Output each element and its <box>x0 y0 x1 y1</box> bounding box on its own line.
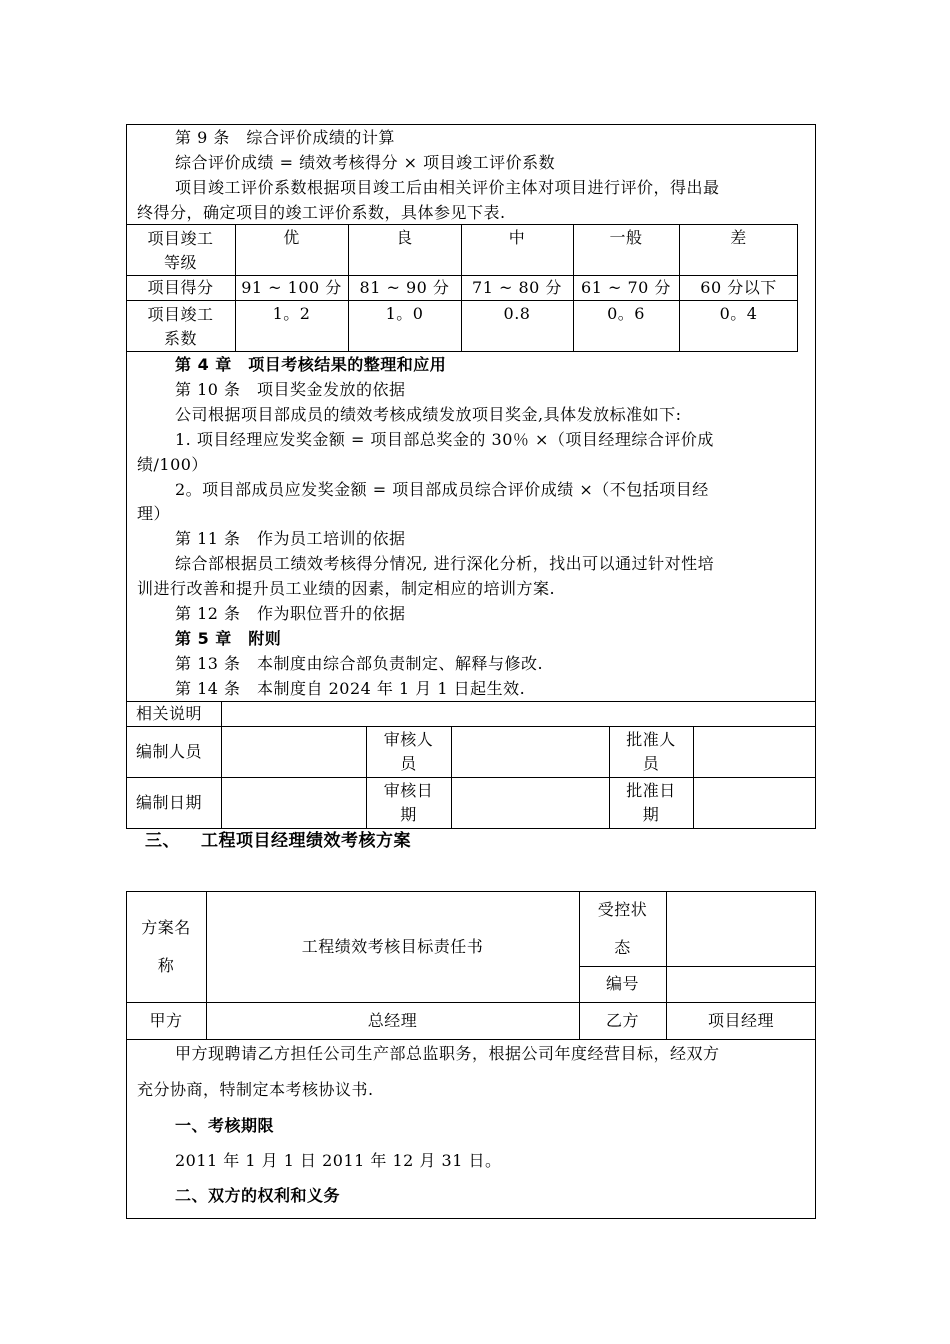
paragraph-line: 训进行改善和提升员工业绩的因素，制定相应的培训方案. <box>137 579 556 598</box>
list-item: 2。项目部成员应发奖金额 = 项目部成员综合评价成绩 ×（不包括项目经 <box>175 480 709 499</box>
coefficient-cell: 1。2 <box>272 304 311 323</box>
section-heading: 工程项目经理绩效考核方案 <box>201 831 411 851</box>
paragraph-line: 公司根据项目部成员的绩效考核成绩发放项目奖金,具体发放标准如下: <box>175 405 682 424</box>
party-b-label: 乙方 <box>605 1010 639 1030</box>
score-cell: 91 ~ 100 分 <box>241 277 342 297</box>
article-12-title: 第 12 条 作为职位晋升的依据 <box>175 604 406 623</box>
reviewer-label: 审核人 员 <box>383 729 434 773</box>
paragraph-line: 终得分，确定项目的竣工评价系数，具体参见下表. <box>137 203 506 222</box>
section-heading: 二、双方的权利和义务 <box>175 1186 341 1205</box>
list-item: 1. 项目经理应发奖金额 = 项目部总奖金的 30％ ×（项目经理综合评价成 <box>175 430 714 449</box>
control-status-label: 受控状 态 <box>597 899 648 957</box>
number-label: 编号 <box>605 974 639 993</box>
grade-header-cell: 项目竣工 等级 <box>147 228 214 272</box>
assessment-period: 2011 年 1 月 1 日 2011 年 12 月 31 日。 <box>175 1151 502 1170</box>
related-notes-label: 相关说明 <box>136 703 203 723</box>
grade-cell: 良 <box>396 228 413 247</box>
article-14-title: 第 14 条 本制度自 2024 年 1 月 1 日起生效. <box>175 679 526 698</box>
article-13-title: 第 13 条 本制度由综合部负责制定、解释与修改. <box>175 654 544 673</box>
section-number: 三、 <box>145 831 180 851</box>
list-item: 理） <box>137 504 171 523</box>
score-cell: 61 ~ 70 分 <box>581 277 671 297</box>
article-9-title: 第 9 条 综合评价成绩的计算 <box>175 128 395 147</box>
coefficient-cell: 0。4 <box>719 304 758 323</box>
score-cell: 60 分以下 <box>700 277 777 297</box>
party-b-value: 项目经理 <box>707 1010 774 1030</box>
party-a-label: 甲方 <box>149 1010 183 1030</box>
paragraph-line: 综合部根据员工绩效考核得分情况, 进行深化分析，找出可以通过针对性培 <box>175 554 715 573</box>
approve-date-label: 批准日 期 <box>626 781 676 824</box>
article-10-title: 第 10 条 项目奖金发放的依据 <box>175 380 406 399</box>
score-header-cell: 项目得分 <box>147 277 214 297</box>
coefficient-header-cell: 项目竣工 系数 <box>147 305 214 348</box>
compile-date-label: 编制日期 <box>136 793 203 812</box>
party-a-value: 总经理 <box>367 1010 418 1030</box>
grade-cell: 差 <box>730 228 747 247</box>
section-heading: 一、考核期限 <box>175 1116 275 1135</box>
approver-label: 批准人 员 <box>626 729 676 773</box>
plan-name-label: 方案名 称 <box>141 917 191 975</box>
article-11-title: 第 11 条 作为员工培训的依据 <box>175 529 406 548</box>
grade-cell: 一般 <box>609 228 643 247</box>
chapter-4-heading: 第 4 章 项目考核结果的整理和应用 <box>175 355 447 374</box>
paragraph-line: 项目竣工评价系数根据项目竣工后由相关评价主体对项目进行评价，得出最 <box>175 178 720 197</box>
score-cell: 81 ~ 90 分 <box>359 277 450 297</box>
formula-text: 综合评价成绩 = 绩效考核得分 × 项目竣工评价系数 <box>175 153 556 172</box>
agreement-intro-line: 充分协商，特制定本考核协议书. <box>137 1080 374 1099</box>
grade-cell: 优 <box>283 228 300 247</box>
coefficient-cell: 0。6 <box>607 304 645 323</box>
coefficient-cell: 1。0 <box>385 304 424 323</box>
agreement-intro-line: 甲方现聘请乙方担任公司生产部总监职务，根据公司年度经营目标，经双方 <box>175 1044 720 1063</box>
compiler-label: 编制人员 <box>136 741 203 761</box>
list-item: 绩/100） <box>137 455 208 474</box>
grade-cell: 中 <box>508 228 526 247</box>
plan-title: 工程绩效考核目标责任书 <box>301 936 484 956</box>
score-cell: 71 ~ 80 分 <box>472 277 562 297</box>
coefficient-cell: 0.8 <box>503 304 531 323</box>
chapter-5-heading: 第 5 章 附则 <box>175 629 282 648</box>
review-date-label: 审核日 期 <box>383 781 434 824</box>
